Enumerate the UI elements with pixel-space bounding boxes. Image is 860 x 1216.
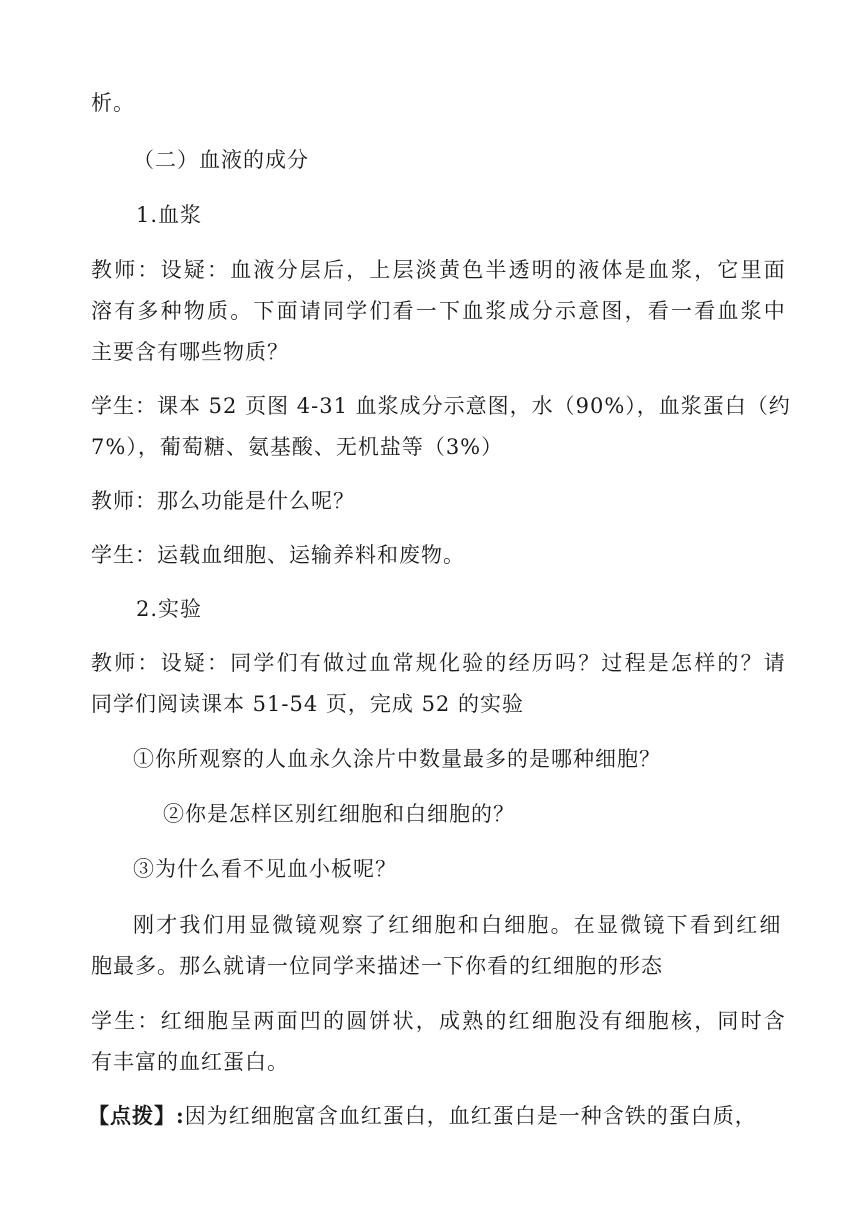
tip-paragraph	[88, 1101, 757, 1131]
paragraph-observation-line-2: 胞最多。那么就请一位同学来描述一下你看的红细胞的形态	[91, 954, 663, 978]
student-answer-function: 学生：运载血细胞、运输养料和废物。	[91, 543, 465, 567]
tip-label: 【点拨】:	[88, 1103, 185, 1128]
paragraph-continuation: 析。	[91, 91, 135, 115]
question-1: ①你所观察的人血永久涂片中数量最多的是哪种细胞？	[133, 747, 661, 771]
section-heading: （二）血液的成分	[133, 148, 309, 172]
paragraph-observation-line-1: 刚才我们用显微镜观察了红细胞和白细胞。在显微镜下看到红细	[133, 913, 783, 937]
student-answer-line-1: 学生：课本 52 页图 4-31 血浆成分示意图，水（90%），血浆蛋白（约	[91, 394, 791, 418]
question-2: ②你是怎样区别红细胞和白细胞的？	[163, 802, 515, 826]
student-answer-rbc-line-2: 有丰富的血红蛋白。	[91, 1050, 289, 1074]
teacher-experiment-line-2: 同学们阅读课本 51-54 页，完成 52 的实验	[91, 692, 524, 716]
teacher-question-function: 教师：那么功能是什么呢？	[91, 489, 355, 513]
teacher-experiment-line-1: 教师：设疑：同学们有做过血常规化验的经历吗？过程是怎样的？请	[91, 651, 787, 675]
question-3: ③为什么看不见血小板呢？	[133, 857, 397, 881]
subheading-experiment: 2.实验	[136, 597, 203, 621]
tip-text: 因为红细胞富含血红蛋白，血红蛋白是一种含铁的蛋白质，	[184, 1104, 757, 1128]
teacher-question-line-3: 主要含有哪些物质？	[91, 340, 289, 364]
student-answer-line-2: 7%），葡萄糖、氨基酸、无机盐等（3%）	[91, 435, 504, 459]
student-answer-rbc-line-1: 学生：红细胞呈两面凹的圆饼状，成熟的红细胞没有细胞核，同时含	[91, 1009, 787, 1033]
subheading-plasma: 1.血浆	[136, 203, 203, 227]
teacher-question-line-2: 溶有多种物质。下面请同学们看一下血浆成分示意图，看一看血浆中	[91, 299, 787, 323]
teacher-question-line-1: 教师：设疑：血液分层后，上层淡黄色半透明的液体是血浆，它里面	[91, 258, 787, 282]
